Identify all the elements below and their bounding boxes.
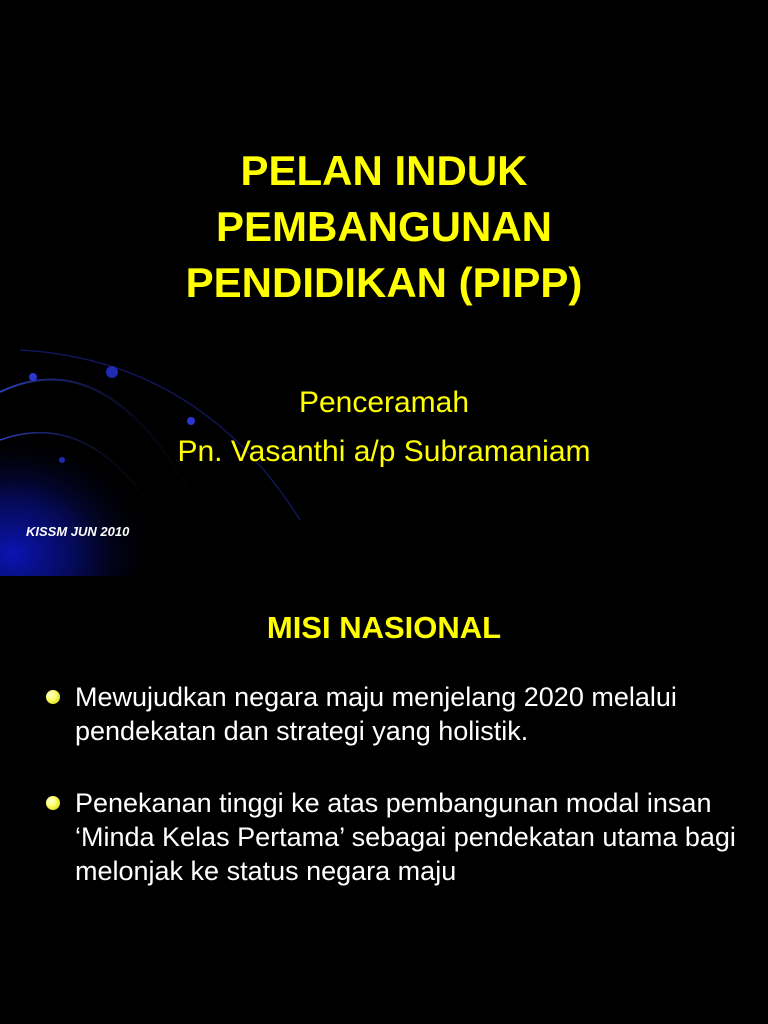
title-line: PELAN INDUK: [240, 147, 528, 194]
bullet-list: [0, 680, 768, 888]
content-slide: [0, 576, 768, 1024]
title-line: PENDIDIKAN (PIPP): [185, 259, 583, 306]
bullet-text: Penekanan tinggi ke atas pembangunan modal insan ‘Minda Kelas Pertama’ sebagai pendekatan utama bagi melonjak ke status negara maju: [75, 788, 736, 886]
slide-heading: MISI NASIONAL: [266, 610, 502, 645]
slide-footer: KISSM JUN 2010: [26, 524, 130, 539]
slide-title: [0, 143, 768, 311]
bullet-text: Mewujudkan negara maju menjelang 2020 melalui pendekatan dan strategi yang holistik.: [75, 682, 677, 746]
list-item: [0, 680, 768, 748]
speaker-label: Penceramah: [298, 386, 470, 419]
list-item: [0, 786, 768, 888]
title-line: PEMBANGUNAN: [216, 203, 552, 250]
presenter-name: Pn. Vasanthi a/p Subramaniam: [177, 435, 591, 468]
bullet-icon: [46, 690, 60, 704]
bullet-icon: [46, 796, 60, 810]
